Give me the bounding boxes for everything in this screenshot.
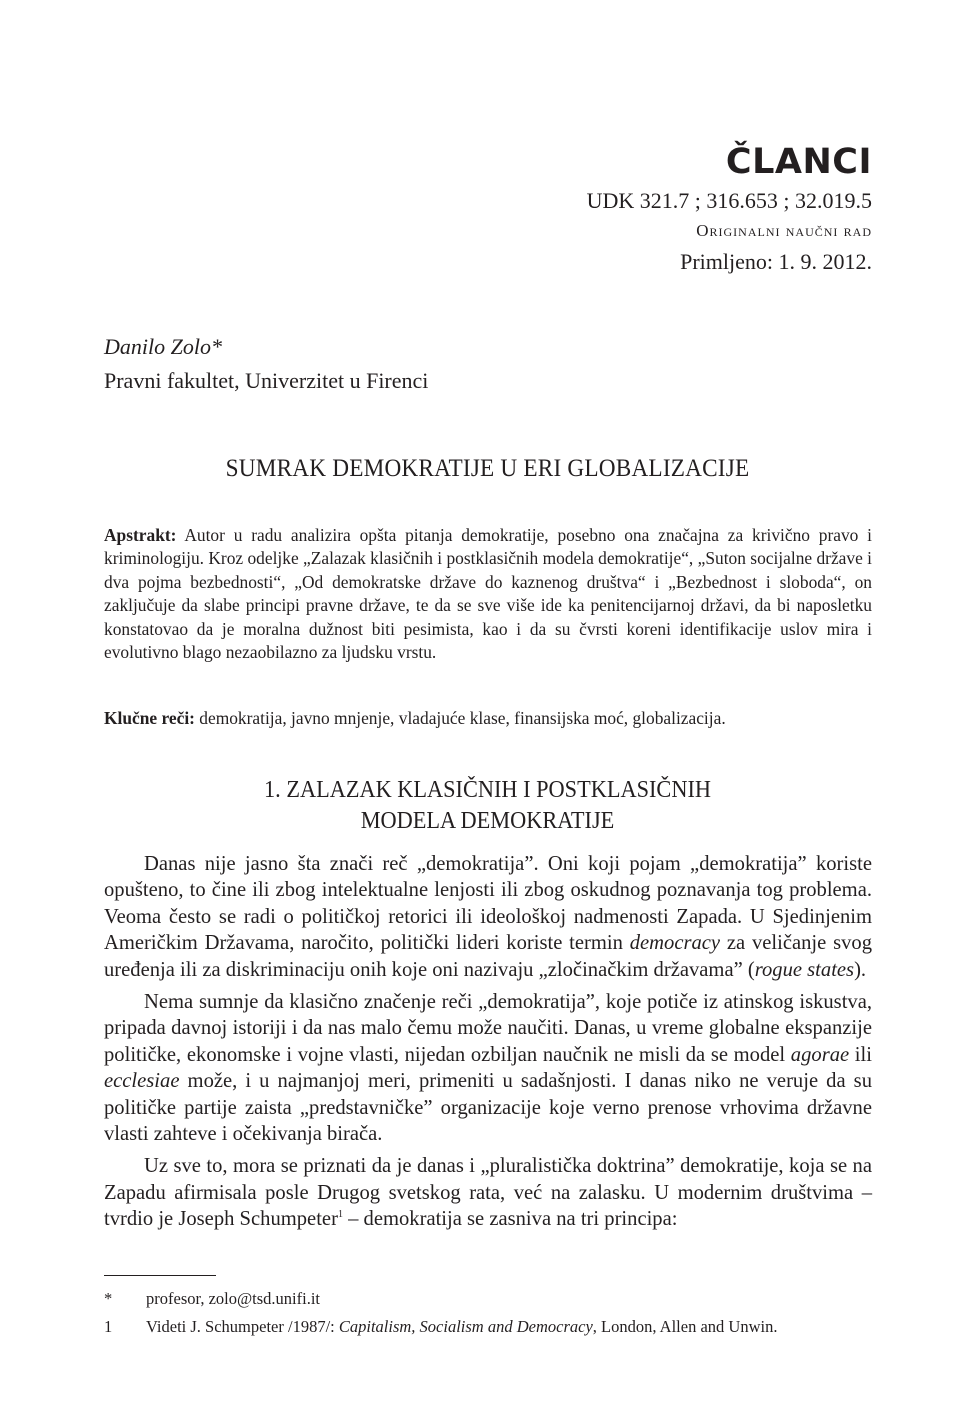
book-title: Capitalism, Socialism and Democracy [338, 1317, 593, 1336]
italic-term: ecclesiae [104, 1070, 180, 1093]
footnote-text-part: , London, Allen and Unwin. [592, 1317, 778, 1336]
paragraph-2-text: Nema sumnje da klasično značenje reči „demokratija”, koje potiče iz atinskog iskustva, pripada davnoj istoriji i da nas malo čemu može naučiti. Danas, u vreme globalne ekspanzije političke, ekonomske i vojne vlasti, nijedan ozbiljan naučnik ne misli da se model [104, 991, 872, 1066]
abstract [104, 524, 872, 664]
footnote-author [104, 1285, 872, 1313]
paragraph-3-text: Uz sve to, mora se priznati da je danas i „pluralistička doktrina” demokratije, koja se na Zapadu afirmisala posle Drugog svetskog rata, već na zalasku. U modernim društvima – tvrdio je Joseph Schumpeter [104, 1155, 872, 1231]
paragraph-2-text: može, i u najmanjoj meri, primeniti u sadašnjosti. I danas niko ne veruje da su političke partije zaista „predstavničke” organizacije koje verno prenose vrhovima državne vlasti zahteve i očekivanja birača. [104, 1070, 872, 1146]
received-date: Primljeno: 1. 9. 2012. [680, 249, 872, 274]
author-block [104, 330, 428, 398]
paragraph-1-text: za veličanje svog uređenja ili za diskriminaciju onih koje oni nazivaju „zločinačkim državama” ( [104, 932, 872, 981]
footnote-text: profesor, zolo@tsd.unifi.it [146, 1289, 321, 1308]
section-label: ČLANCI [725, 142, 872, 182]
paragraph-2-text: ili [849, 1043, 872, 1066]
italic-term: democracy [629, 932, 721, 955]
footnote-mark: * [104, 1289, 113, 1308]
body-text [104, 851, 872, 1233]
footnote-1 [104, 1313, 872, 1341]
italic-term: rogue states [754, 958, 855, 981]
section-heading [131, 775, 844, 837]
section-heading-line-2: MODELA DEMOKRATIJE [360, 808, 615, 834]
article-header [587, 140, 872, 278]
udk-classification: UDK 321.7 ; 316.653 ; 32.019.5 [586, 188, 872, 213]
footnote-text [146, 1313, 777, 1341]
paragraph-3-text: – demokratija se zasniva na tri principa: [342, 1208, 678, 1231]
footnote-reference[interactable]: 1 [337, 1209, 343, 1221]
section-heading-line-1: 1. ZALAZAK KLASIČNIH I POSTKLASIČNIH [263, 777, 712, 803]
footnote-divider [104, 1275, 216, 1276]
abstract-label: Apstrakt: [104, 525, 177, 545]
author-name: Danilo Zolo* [104, 334, 222, 359]
article-title: SUMRAK DEMOKRATIJE U ERI GLOBALIZACIJE [225, 455, 750, 482]
footnote-text-part: Videti J. Schumpeter /1987/: [146, 1317, 339, 1336]
author-affiliation: Pravni fakultet, Univerzitet u Firenci [104, 368, 429, 393]
paragraph-1 [104, 851, 872, 983]
footnotes [104, 1285, 872, 1341]
italic-term: agorae [790, 1043, 850, 1066]
paragraph-1-text: Danas nije jasno šta znači reč „demokratija”. Oni koji pojam „demokratija” koriste opušteno, to čine ili zbog intelektualne lenjosti ili zbog oskudnog poznavanja tog problema. Veoma često se radi o političkoj retorici ili ideološkoj nadmenosti Zapada. U Sjedinjenim Američkim Državama, naročito, politički lideri koriste termin [104, 853, 872, 955]
paper-type: Originalni naučni rad [696, 221, 872, 240]
keywords-text: demokratija, javno mnjenje, vladajuće klase, finansijska moć, globalizacija. [194, 708, 726, 728]
keywords [104, 706, 872, 730]
paragraph-2 [104, 989, 872, 1147]
keywords-label: Klučne reči: [104, 708, 195, 728]
abstract-text: Autor u radu analizira opšta pitanja demokratije, posebno ona značajna za krivično pravo i kriminologiju. Kroz odeljke „Zalazak klasičnih i postklasičnih modela demokratije“, „Suton socijalne države i dva pojma bezbednosti“, „Od demokratske države do kaznenog društva“ i „Bezbednost i sloboda“, on zaključuje da slabe principi pravne države, te da se sve više ide ka penitencijarnoj državi, da bi naposletku konstatovao da je moralna dužnost biti pesimista, kao i da su čvrsti koreni identifikacije uslov mira i evolutivno blago nezaobilazno za ljudsku vrstu. [104, 525, 872, 663]
paragraph-3 [104, 1153, 872, 1232]
footnote-mark: 1 [104, 1317, 113, 1336]
paragraph-1-text: ). [854, 958, 867, 981]
